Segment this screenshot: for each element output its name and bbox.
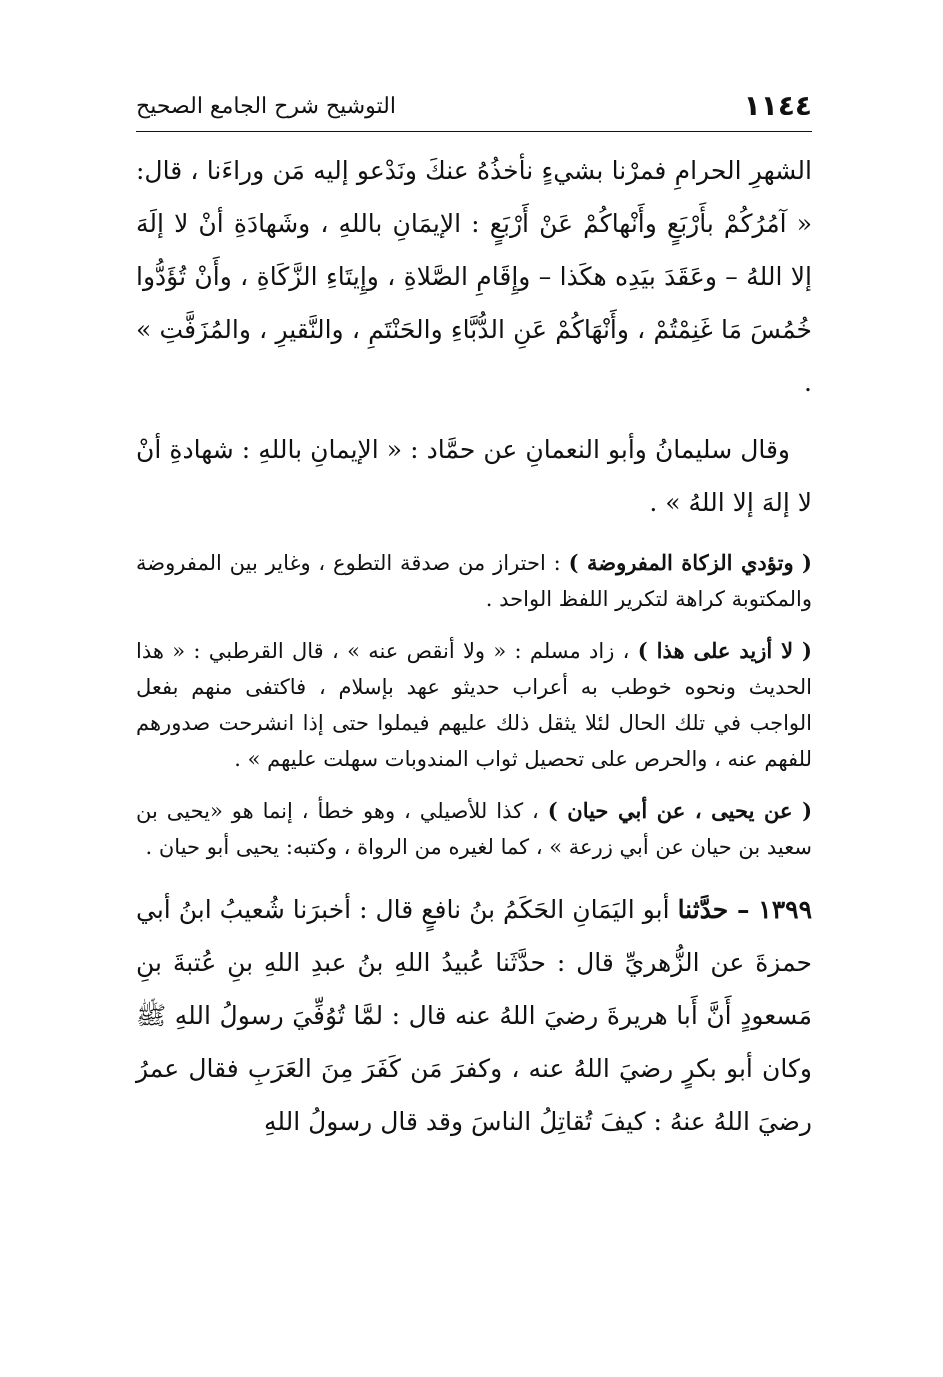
hadith-text: الشهرِ الحرامِ فمرْنا بشيءٍ نأخذُهُ عنكَ ونَدْعو إليه مَن وراءَنا ، قال: « آمُرُكُمْ بأَرْبَعٍ وأَنْهاكُمْ عَنْ أَرْبَعٍ : الإيمَانِ باللهِ ، وشَهادَةِ أنْ لا إلَهَ إلا اللهُ – وعَقَدَ بيَدِه هكَذا – وإِقَامِ الصَّلاةِ ، وإِيتَاءِ الزَّكَاةِ ، وأَنْ تُؤَدُّوا خُمُسَ مَا غَنِمْتُمْ ، وأَنْهَاكُمْ عَنِ الدُّبَّاءِ والحَنْتَمِ ، والنَّقيرِ ، والمُزَفَّتِ » . bbox=[136, 156, 812, 397]
hadith-number: ١٣٩٩ – حدَّثنا bbox=[677, 895, 812, 924]
page-header bbox=[136, 88, 812, 128]
commentary-text: ، زاد مسلم : « ولا أنقص عنه » ، قال القرطبي : « هذا الحديث ونحوه خوطب به أعراب حديثو عهد بإسلام ، فاكتفى منهم بفعل الواجب في تلك الحال لئلا يثقل ذلك عليهم فيملوا حتى إذا انشرحت صدورهم للفهم عنه ، والحرص على تحصيل ثواب المندوبات سهلت عليهم » . bbox=[136, 639, 812, 771]
commentary-lemma: ( وتؤدي الزكاة المفروضة ) bbox=[568, 550, 812, 575]
narration-text: وقال سليمانُ وأبو النعمانِ عن حمَّاد : « الإيمانِ باللهِ : شهادةِ أنْ لا إلهَ إلا اللهُ » . bbox=[136, 435, 812, 517]
commentary-no-addition bbox=[136, 633, 812, 777]
hadith-1399 bbox=[136, 883, 812, 1148]
header-rule bbox=[136, 131, 812, 132]
page-body bbox=[136, 144, 812, 1148]
commentary-lemma: ( لا أزيد على هذا ) bbox=[637, 638, 812, 663]
commentary-isnad bbox=[136, 793, 812, 865]
commentary-zakat bbox=[136, 545, 812, 617]
running-title: التوشيح شرح الجامع الصحيح bbox=[136, 94, 396, 119]
hadith-text-continued bbox=[136, 144, 812, 409]
narration-variant bbox=[136, 423, 812, 529]
commentary-text: : احتراز من صدقة التطوع ، وغاير بين المفروضة والمكتوبة كراهة لتكرير اللفظ الواحد . bbox=[136, 551, 812, 611]
commentary-lemma: ( عن يحيى ، عن أبي حيان ) bbox=[547, 798, 813, 823]
hadith-text: أبو اليَمَانِ الحَكَمُ بنُ نافعٍ قال : أخبرَنا شُعيبُ ابنُ أبي حمزةَ عن الزُّهريِّ قال : حدَّثَنا عُبيدُ اللهِ بنُ عبدِ اللهِ بنِ عُتبةَ بنِ مَسعودٍ أَنَّ أَبا هريرةَ رضيَ اللهُ عنه قال : لمَّا تُوُفِّيَ رسولُ اللهِ ﷺ وكان أبو بكرٍ رضيَ اللهُ عنه ، وكفرَ مَن كَفَرَ مِنَ العَرَبِ فقال عمرُ رضيَ اللهُ عنهُ : كيفَ تُقاتِلُ الناسَ وقد قال رسولُ اللهِ bbox=[136, 895, 812, 1136]
page-number: ١١٤٤ bbox=[743, 89, 812, 122]
commentary-text: ، كذا للأصيلي ، وهو خطأ ، إنما هو «يحيى بن سعيد بن حيان عن أبي زرعة » ، كما لغيره من الرواة ، وكتبه: يحيى أبو حيان . bbox=[136, 799, 812, 859]
